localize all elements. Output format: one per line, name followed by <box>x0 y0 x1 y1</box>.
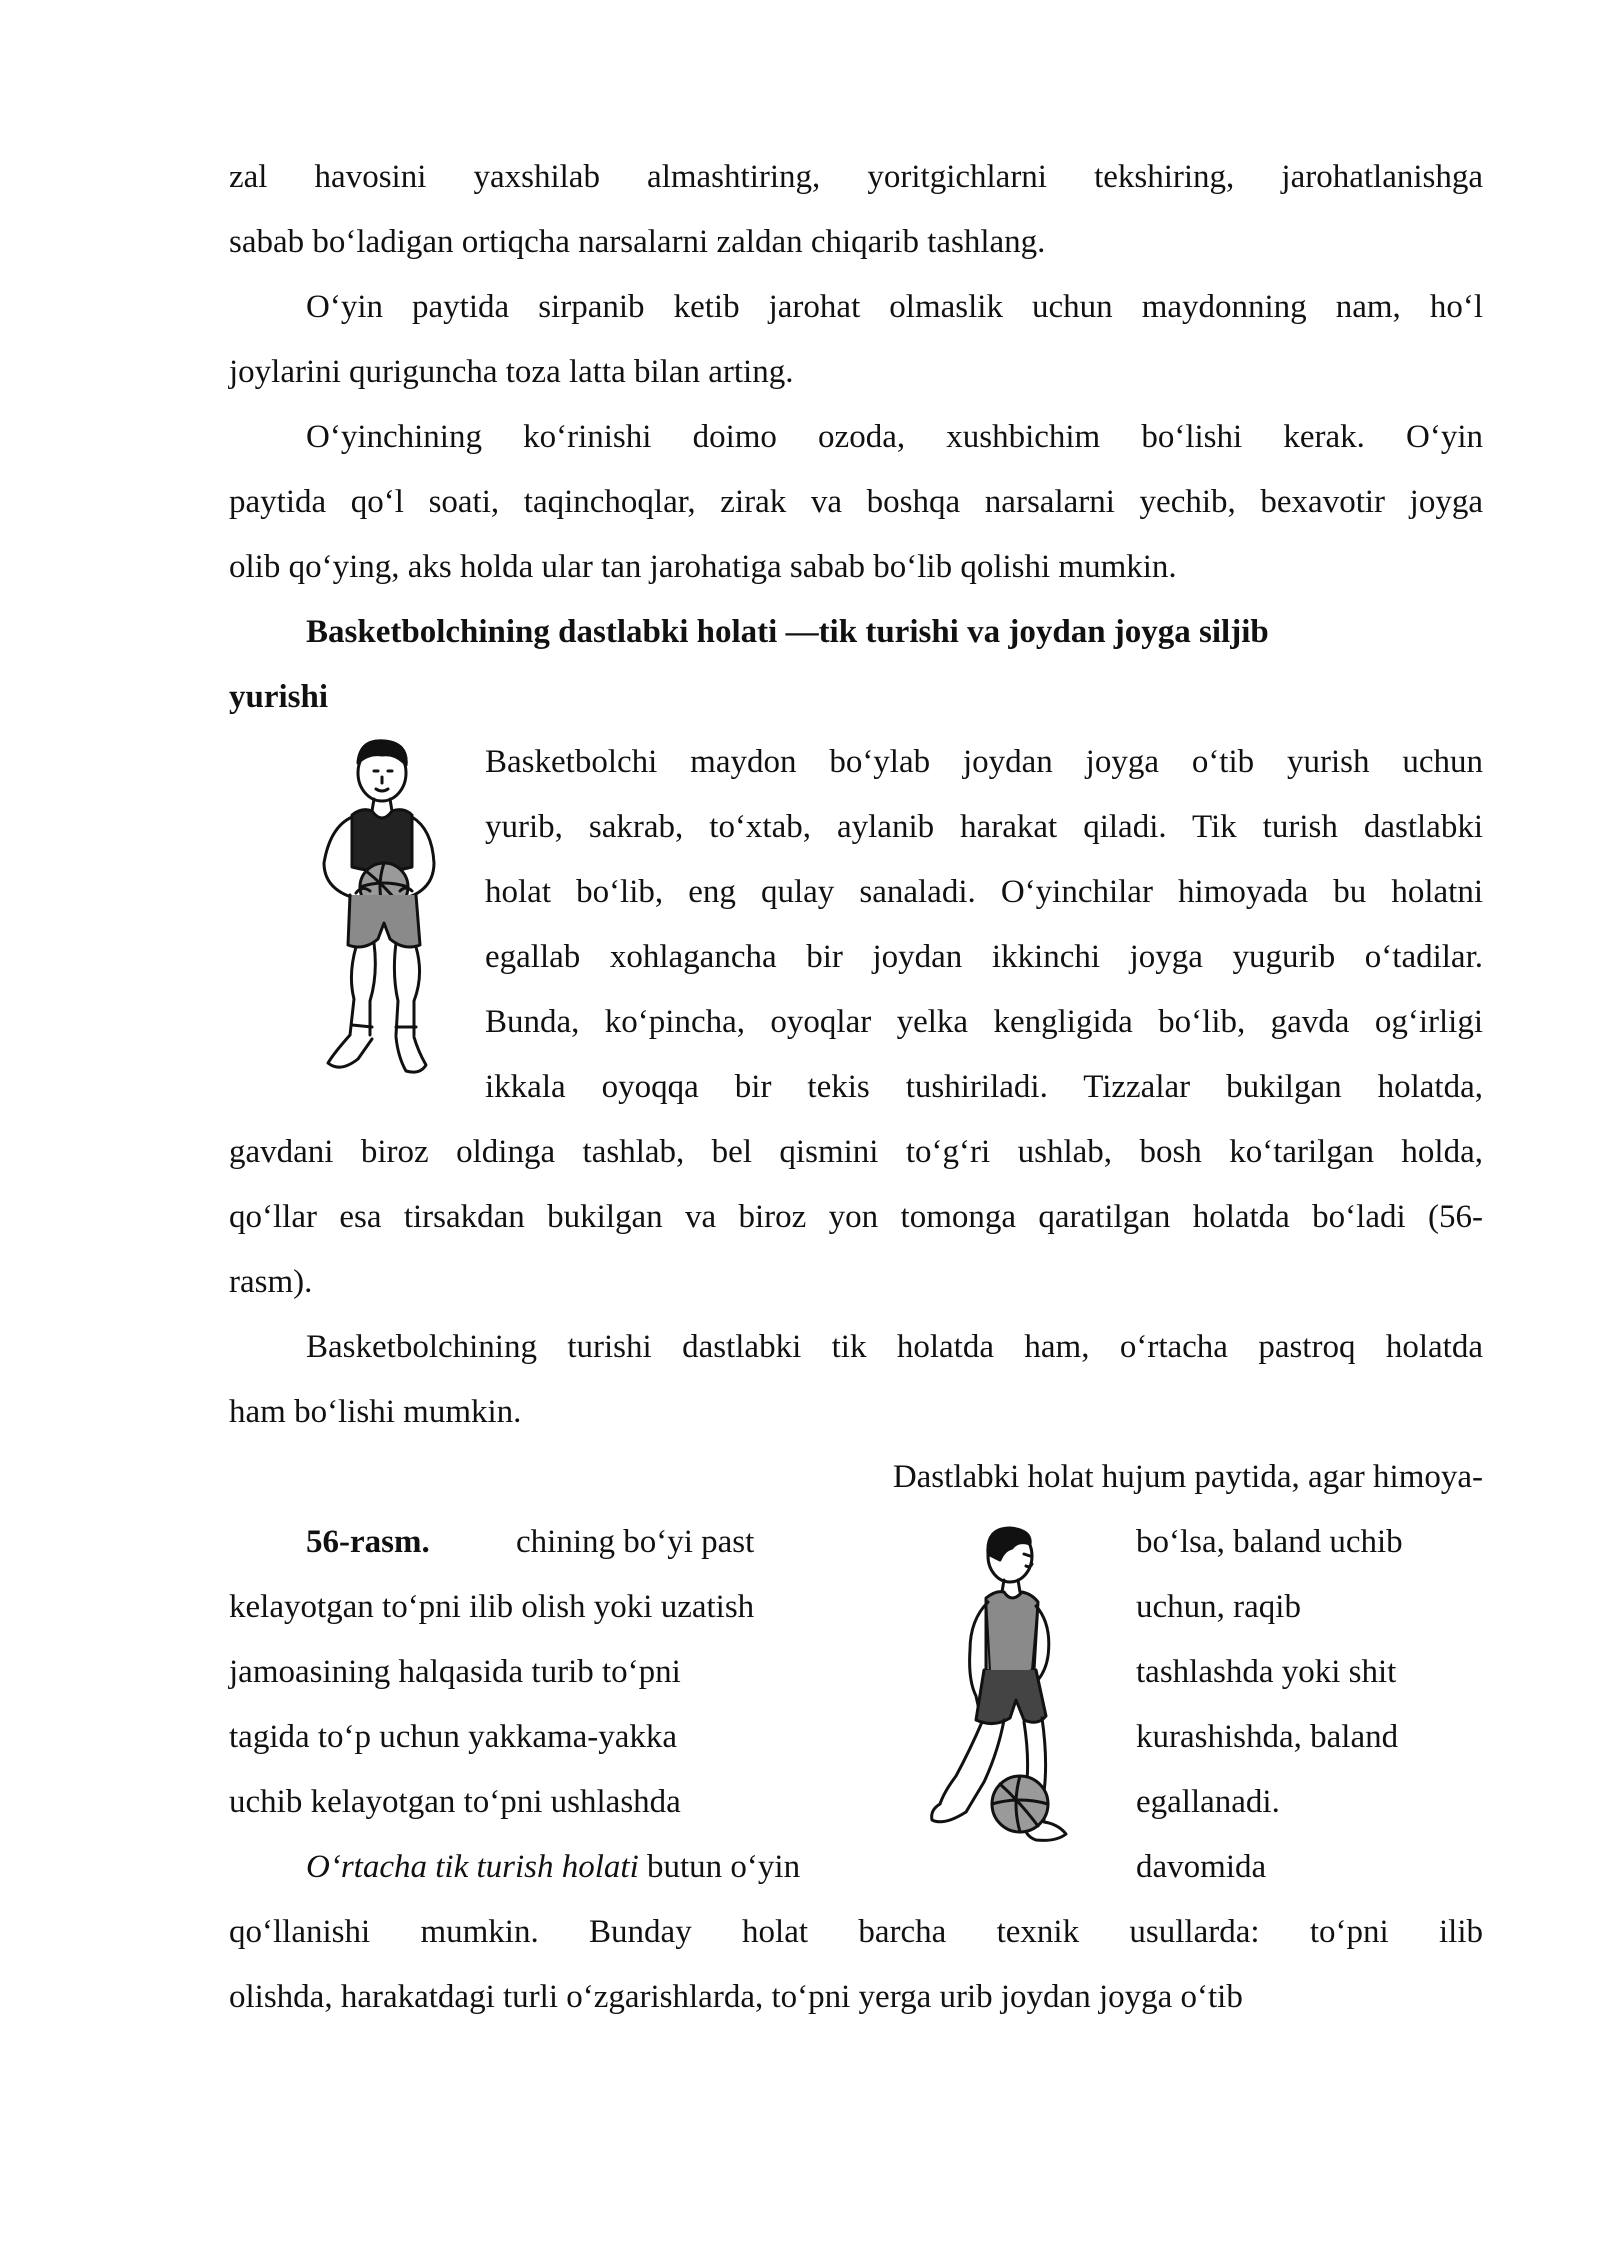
text-line: qo‘llar esa tirsakdan bukilgan va biroz yon tomonga qaratilgan holatda bo‘ladi (56- <box>229 1199 1483 1235</box>
text-fragment: butun o‘yin <box>647 1849 801 1885</box>
text-line: jamoasining halqasida turib to‘pni <box>229 1654 681 1690</box>
basketball-player-dribbling-icon <box>920 1520 1100 1860</box>
text-line: zal havosini yaxshilab almashtiring, yoritgichlarni tekshiring, jarohatlanishga <box>229 159 1483 195</box>
text-line: ikkala oyoqqa bir tekis tushiriladi. Tizzalar bukilgan holatda, <box>485 1069 1483 1105</box>
text-line: rasm). <box>229 1264 313 1300</box>
text-line: joylarini quriguncha toza latta bilan arting. <box>229 354 794 390</box>
text-line: Dastlabki holat hujum paytida, agar himoya- <box>892 1459 1483 1495</box>
text-line: yurib, sakrab, to‘xtab, aylanib harakat qiladi. Tik turish dastlabki <box>485 809 1483 845</box>
text-line: uchib kelayotgan to‘pni ushlashda <box>229 1784 681 1820</box>
text-line: Basketbolchi maydon bo‘ylab joydan joyga o‘tib yurish uchun <box>485 744 1483 780</box>
figure-caption: 56-rasm. <box>306 1524 430 1560</box>
text-line: paytida qo‘l soati, taqinchoqlar, zirak va boshqa narsalarni yechib, bexavotir joyga <box>229 484 1483 520</box>
text-line: holat bo‘lib, eng qulay sanaladi. O‘yinchilar himoyada bu holatni <box>485 874 1483 910</box>
text-line: tashlashda yoki shit <box>1136 1654 1397 1690</box>
text-line: ham bo‘lishi mumkin. <box>229 1394 522 1430</box>
text-line: O‘yinchining ko‘rinishi doimo ozoda, xushbichim bo‘lishi kerak. O‘yin <box>306 419 1483 455</box>
text-line: Basketbolchining turishi dastlabki tik holatda ham, o‘rtacha pastroq holatda <box>306 1329 1483 1365</box>
text-line: olib qo‘ying, aks holda ular tan jarohatiga sabab bo‘lib qolishi mumkin. <box>229 549 1177 585</box>
text-line: bo‘lsa, baland uchib <box>1136 1524 1403 1560</box>
text-line: egallanadi. <box>1136 1784 1280 1820</box>
text-line: qo‘llanishi mumkin. Bunday holat barcha texnik usullarda: to‘pni ilib <box>229 1914 1483 1950</box>
text-line <box>306 1847 800 1887</box>
text-line: egallab xohlagancha bir joydan ikkinchi joyga yugurib o‘tadilar. <box>485 939 1483 975</box>
text-line: uchun, raqib <box>1136 1589 1301 1625</box>
text-line: sabab bo‘ladigan ortiqcha narsalarni zaldan chiqarib tashlang. <box>229 224 1046 260</box>
text-line: davomida <box>1136 1849 1267 1885</box>
text-line: gavdani biroz oldinga tashlab, bel qismini to‘g‘ri ushlab, bosh ko‘tarilgan holda, <box>229 1134 1483 1170</box>
text-line: tagida to‘p uchun yakkama-yakka <box>229 1719 678 1755</box>
italic-term: O‘rtacha tik turish holati <box>306 1849 639 1885</box>
text-line: Bunda, ko‘pincha, oyoqlar yelka kengligida bo‘lib, gavda og‘irligi <box>485 1004 1483 1040</box>
text-line: kurashishda, baland <box>1136 1719 1399 1755</box>
text-line: kelayotgan to‘pni ilib olish yoki uzatish <box>229 1589 755 1625</box>
section-heading: Basketbolchining dastlabki holati —tik turishi va joydan joyga siljib <box>306 614 1269 650</box>
text-line: O‘yin paytida sirpanib ketib jarohat olmaslik uchun maydonning nam, ho‘l <box>306 289 1483 325</box>
text-line: olishda, harakatdagi turli o‘zgarishlarda, to‘pni yerga urib joydan joyga o‘tib <box>229 1979 1243 2015</box>
basketball-player-standing-holding-ball-icon <box>300 735 460 1085</box>
text-line: chining bo‘yi past <box>516 1524 755 1560</box>
section-heading: yurishi <box>229 679 329 715</box>
